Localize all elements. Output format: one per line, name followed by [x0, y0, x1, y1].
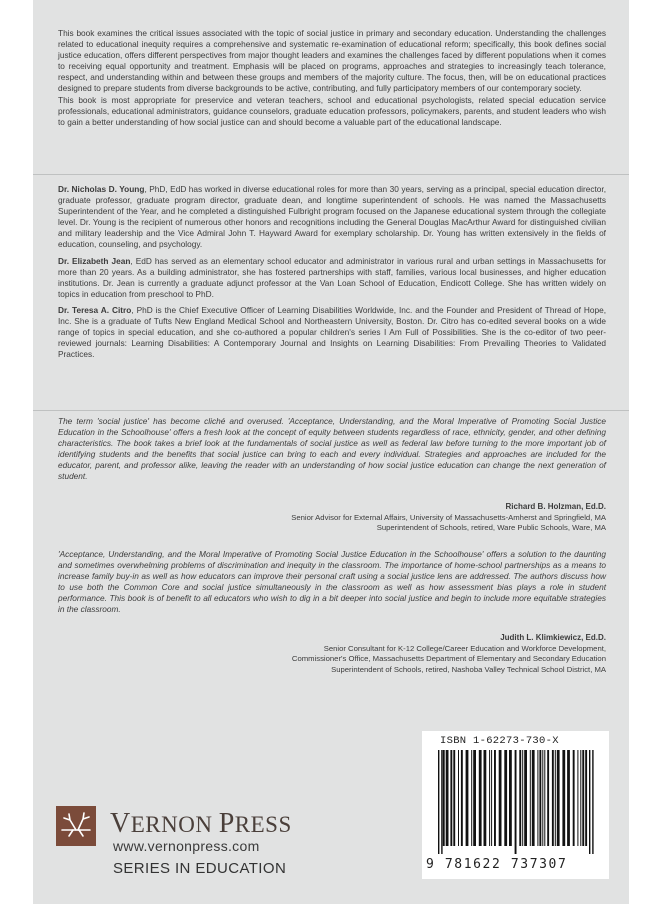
reviewer-name: Richard B. Holzman, Ed.D.: [505, 502, 606, 511]
author-bios: [58, 184, 606, 360]
reviewer-title-line: Superintendent of Schools, retired, Ware Public Schools, Ware, MA: [376, 523, 606, 533]
review-2: [58, 549, 606, 616]
divider: [33, 174, 629, 175]
divider: [33, 410, 629, 411]
reviewer-title-line: Commissioner's Office, Massachusetts Department of Elementary and Secondary Education: [291, 654, 606, 664]
author-bio-young: [58, 184, 606, 251]
description-paragraph-1: This book examines the critical issues associated with the topic of social justice in primary and secondary education. Understanding the challenges related to educational inequity requires a comprehensive and systematic re-examination of educational reform; specifically, this book defines social justice education, offers different perspectives from major thought leaders and examines the challenges faced by different populations when it comes to receiving equal opportunity and treatment. Emphasis will be placed on programs, approaches and strategies to increasingly teach tolerance, respect, and understanding within and between these groups and members of the majority culture. The focus, then, will be on educational practices designed to prepare students from diverse backgrounds to be active, contributing, and fully participatory members of our contemporary society.: [58, 28, 606, 94]
ean-digits: 9 781622 737307: [426, 857, 568, 872]
review-2-signature: [292, 633, 606, 675]
publisher-name: VERNON PRESS: [110, 808, 292, 839]
review-text: 'Acceptance, Understanding, and the Moral Imperative of Promoting Social Justice Education in the Schoolhouse' offers a solution to the daunting and sometimes overwhelming problems of discrimination and inequity in the classroom. The importance of home-school partnerships as a means to increase family buy-in as well as how educators can improve their personal craft using a social justice lens are addressed. The authors discuss how to use both the Common Core and social justice simultaneously in the classroom as well as how assessment bias plays a role in student performance. This book is of benefit to all educators who wish to dig in a bit deeper into social justice and begin to include more equitable strategies in the classroom.: [58, 549, 606, 615]
series-label: SERIES IN EDUCATION: [113, 860, 287, 877]
barcode: [422, 731, 609, 879]
barcode-bars: [438, 750, 594, 854]
author-name: Dr. Teresa A. Citro: [58, 304, 132, 315]
book-description: [58, 28, 606, 128]
review-text: The term 'social justice' has become cliché and overused. 'Acceptance, Understanding, and the Moral Imperative of Promoting Social Justice Education in the Schoolhouse' offers a fresh look at the concept of equity between students regardless of race, ethnicity, gender, and other defining characteristics. The book takes a brief look at the fundamentals of social justice as well as federal law before turning to the more important job of identifying students and the benefits that social justice can bring to each and every individual. Strategies and approaches are included for the educator, parent, and professor alike, leaving the reader with an understanding of how social justice education can change the next generation of student.: [58, 416, 606, 482]
vernon-press-logo-icon: [56, 806, 96, 846]
reviewer-name: Judith L. Klimkiewicz, Ed.D.: [500, 633, 606, 642]
description-paragraph-2: This book is most appropriate for preservice and veteran teachers, school and educational psychologists, related special education service professionals, educational administrators, guidance counselors, graduate education professors, policymakers, parents, and student leaders who wish to gain a better understanding of how social justice can and should become a valuable part of the educational landscape.: [58, 94, 606, 127]
author-bio-citro: [58, 305, 606, 360]
author-bio-text: , EdD has served as an elementary school educator and administrator in various rural and urban settings in Massachusetts for more than 20 years. As a building administrator, she has fostered partnerships with staff, families, various local businesses, and higher education institutions. Dr. Jean is currently a graduate adjunct professor at the Van Loan School of Education, Endicott College. She has written widely on topics in education from preschool to PhD.: [58, 255, 606, 299]
isbn-label: ISBN 1-62273-730-X: [440, 735, 559, 747]
reviewer-title-line: Superintendent of Schools, retired, Nashoba Valley Technical School District, MA: [331, 664, 606, 674]
reviewer-title-line: Senior Advisor for External Affairs, University of Massachusetts-Amherst and Springfield, MA: [291, 512, 606, 522]
author-name: Dr. Elizabeth Jean: [58, 255, 131, 266]
author-name: Dr. Nicholas D. Young: [58, 184, 145, 194]
review-1-signature: [291, 502, 606, 534]
author-bio-text: , PhD is the Chief Executive Officer of Learning Disabilities Worldwide, Inc. and the Founder and President of Thread of Hope, Inc. She is a graduate of Tufts New England Medical School and Northeastern University, Boston. Dr. Citro has co-edited several books on a wide range of topics in special education, and she co-authored a popular children's series I Am Full of Possibilities. She is the co-editor of two peer-reviewed journals: Learning Disabilities: A Contemporary Journal and Insights on Learning Disabilities: From Prevailing Theories to Validated Practices.: [58, 304, 606, 360]
reviewer-title-line: Senior Consultant for K-12 College/Career Education and Workforce Development,: [323, 643, 606, 653]
author-bio-jean: [58, 256, 606, 300]
review-1: [58, 416, 606, 483]
author-bio-text: , PhD, EdD has worked in diverse educational roles for more than 30 years, serving as a principal, special education director, graduate professor, graduate program director, graduate dean, and longtime superintendent of schools. He was named the Massachusetts Superintendent of the Year, and he completed a distinguished Fulbright program focused on the Japanese educational system through the collegiate level. Dr. Young is the recipient of numerous other honors and recognitions including the General Douglas MacArthur Award for distinguished civilian and military leadership and the Vice Admiral John T. Hayward Award for exemplary scholarship. Dr. Young has written extensively in the fields of education, counseling, and psychology.: [58, 184, 607, 250]
publisher-website: www.vernonpress.com: [113, 838, 260, 854]
back-cover: [33, 0, 629, 904]
